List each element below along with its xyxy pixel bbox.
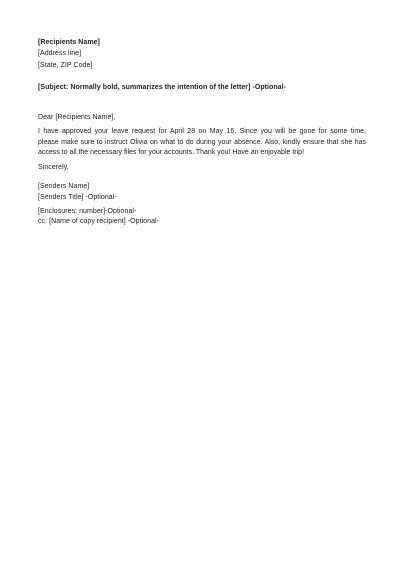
sender-name: [Senders Name] <box>38 183 90 190</box>
sender-title: [Senders Title] -Optional- <box>38 194 117 201</box>
cc-line: cc: [Name of copy recipient] -Optional- <box>38 218 159 225</box>
body-line-1: I have approved your leave request for April 28 on May 16. Since you will be gone for some time, <box>38 128 366 135</box>
body-line-3: access to all the necessary files for your accounts. Thank you! Have an enjoyable trip! <box>38 149 305 156</box>
body-line-2: please make sure to instruct Olivia on what to do during your absence. Also, kindly ensure that she has <box>38 138 366 146</box>
state-zip-line: [State, ZIP Code] <box>38 62 93 69</box>
recipient-name: [Recipients Name] <box>38 39 100 46</box>
enclosures-line: [Enclosures: number]-Optional- <box>38 208 137 215</box>
salutation: Dear [Recipients Name], <box>38 114 116 121</box>
subject-line: [Subject: Normally bold, summarizes the intention of the letter] -Optional- <box>38 84 286 91</box>
address-line: [Address line] <box>38 50 82 57</box>
closing: Sincerely, <box>38 164 69 171</box>
letter-body <box>38 127 366 159</box>
